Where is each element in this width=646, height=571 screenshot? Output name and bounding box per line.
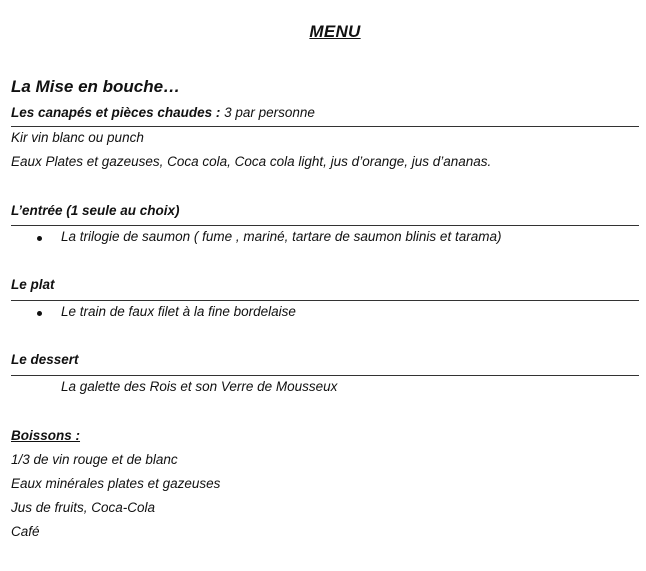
plat-heading: Le plat bbox=[11, 277, 55, 292]
plat-item: Le train de faux filet à la fine bordelaise bbox=[61, 304, 296, 319]
entree-item: La trilogie de saumon ( fume , mariné, tartare de saumon blinis et tarama) bbox=[61, 229, 502, 244]
entree-heading: L’entrée (1 seule au choix) bbox=[11, 203, 180, 218]
dessert-heading: Le dessert bbox=[11, 352, 79, 367]
divider-dessert bbox=[11, 375, 639, 376]
bullet-icon bbox=[37, 236, 42, 241]
dessert-item: La galette des Rois et son Verre de Mousseux bbox=[61, 379, 338, 394]
divider-canapes bbox=[11, 126, 639, 127]
bullet-icon bbox=[37, 311, 42, 316]
canapes-detail: 3 par personne bbox=[224, 105, 315, 120]
boissons-line: 1/3 de vin rouge et de blanc bbox=[11, 452, 178, 467]
canapes-drink-line: Kir vin blanc ou punch bbox=[11, 130, 144, 145]
divider-entree bbox=[11, 225, 639, 226]
canapes-drink-line: Eaux Plates et gazeuses, Coca cola, Coca cola light, jus d’orange, jus d’ananas. bbox=[11, 154, 492, 169]
boissons-line: Eaux minérales plates et gazeuses bbox=[11, 476, 221, 491]
intro-heading: La Mise en bouche… bbox=[11, 77, 181, 96]
divider-plat bbox=[11, 300, 639, 301]
boissons-line: Jus de fruits, Coca-Cola bbox=[11, 500, 156, 515]
menu-title: MENU bbox=[309, 22, 361, 41]
canapes-line bbox=[11, 105, 315, 120]
boissons-line: Café bbox=[11, 524, 40, 539]
boissons-heading: Boissons : bbox=[11, 428, 81, 443]
canapes-label: Les canapés et pièces chaudes : bbox=[11, 105, 221, 120]
